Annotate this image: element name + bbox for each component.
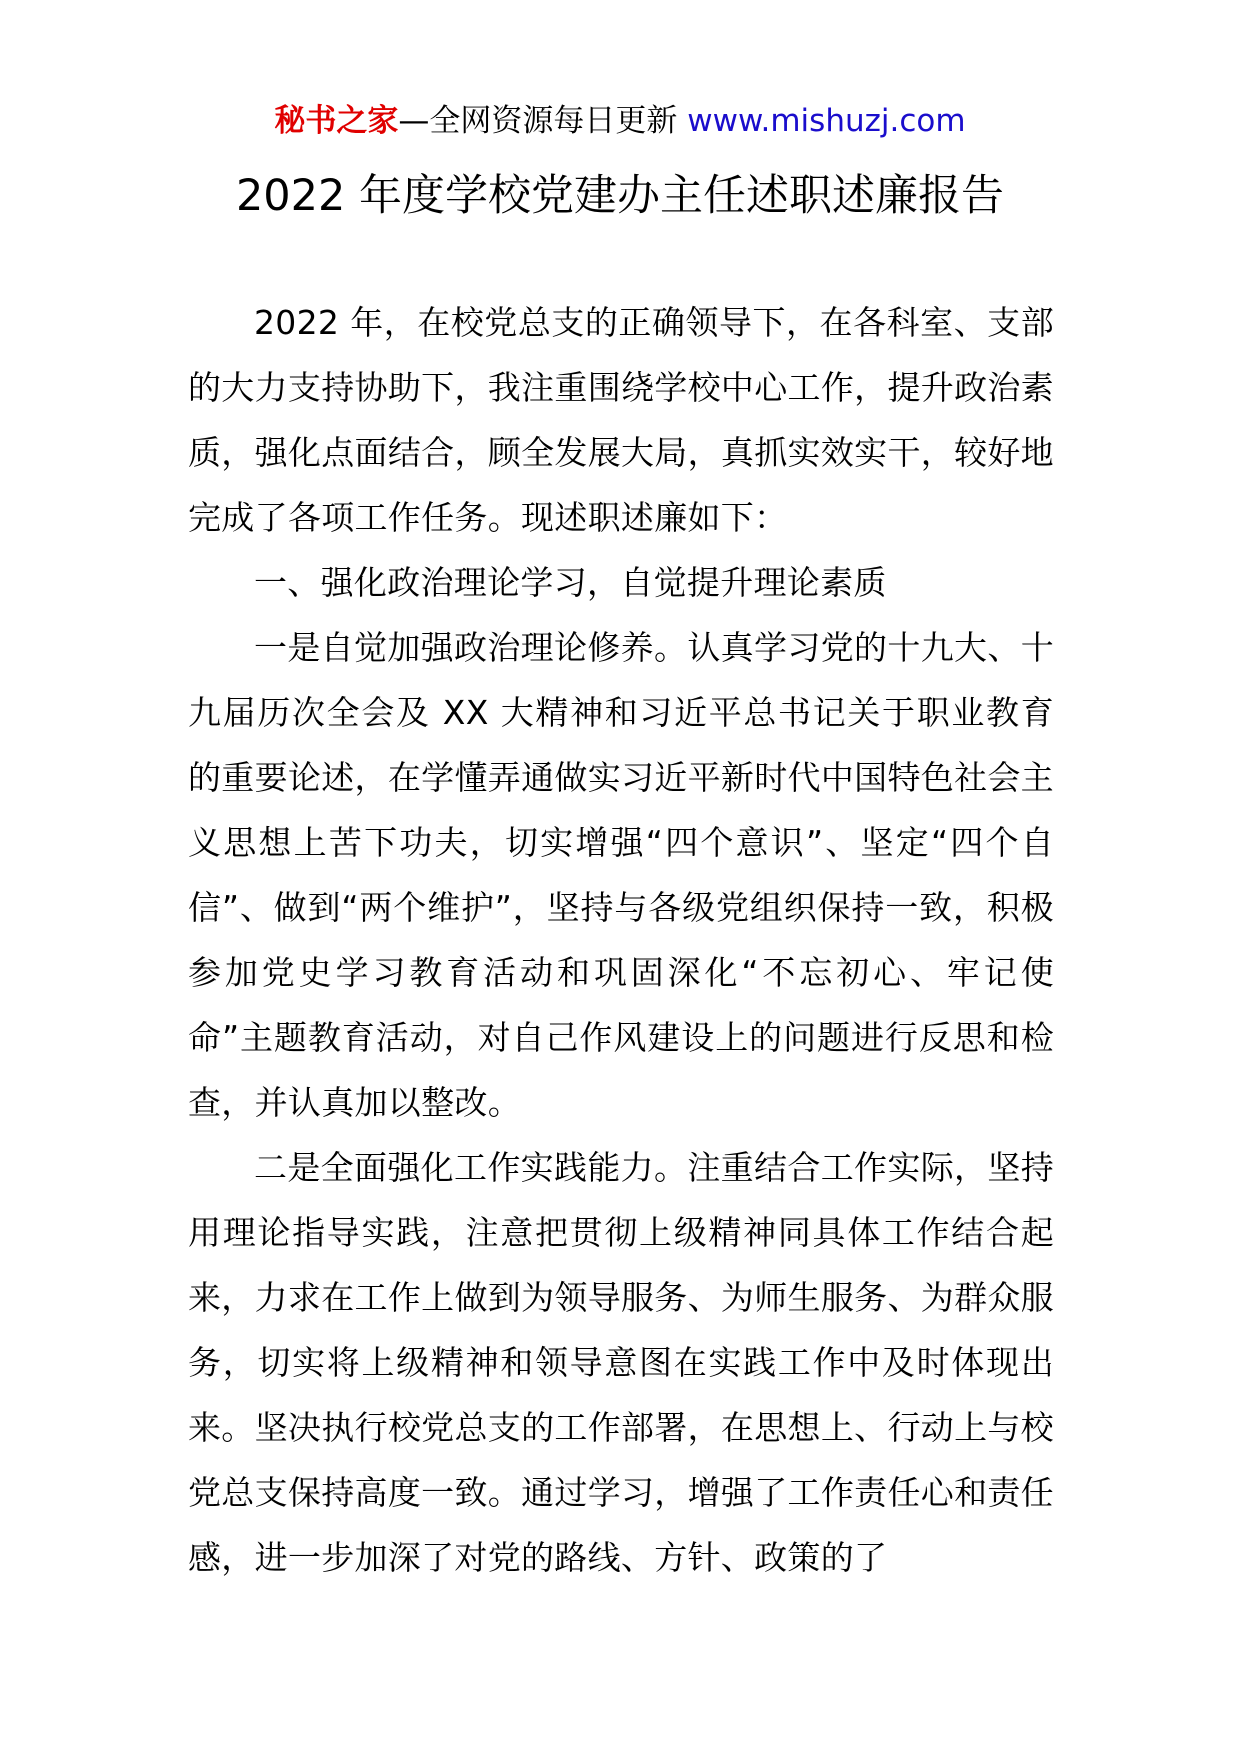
document-title: 2022 年度学校党建办主任述职述廉报告: [235, 171, 1005, 221]
intro-paragraph: 2022 年，在校党总支的正确领导下，在各科室、支部的大力支持协助下，我注重围绕学校中心工作，提升政治素质，强化点面结合，顾全发展大局，真抓实效实干，较好地完成了各项工作任务。现述职述廉如下：: [188, 303, 1054, 537]
document-body: [188, 290, 1054, 1590]
body-paragraph: 二是全面强化工作实践能力。注重结合工作实际，坚持用理论指导实践，注意把贯彻上级精神同具体工作结合起来，力求在工作上做到为领导服务、为师生服务、为群众服务，切实将上级精神和领导意图在实践工作中及时体现出来。坚决执行校党总支的工作部署，在思想上、行动上与校党总支保持高度一致。通过学习，增强了工作责任心和责任感，进一步加深了对党的路线、方针、政策的了: [188, 1148, 1054, 1577]
site-tagline: —全网资源每日更新: [398, 103, 678, 139]
site-url-link[interactable]: www.mishuzj.com: [687, 103, 966, 139]
site-brand: 秘书之家: [274, 103, 399, 139]
body-paragraph: 一是自觉加强政治理论修养。认真学习党的十九大、十九届历次全会及 XX 大精神和习近平总书记关于职业教育的重要论述，在学懂弄通做实习近平新时代中国特色社会主义思想上苦下功夫，切实增强“四个意识”、坚定“四个自信”、做到“两个维护”，坚持与各级党组织保持一致，积极参加党史学习教育活动和巩固深化“不忘初心、牢记使命”主题教育活动，对自己作风建设上的问题进行反思和检查，并认真加以整改。: [188, 628, 1054, 1122]
site-header: [0, 98, 1240, 144]
section-heading: 一、强化政治理论学习，自觉提升理论素质: [254, 563, 887, 602]
